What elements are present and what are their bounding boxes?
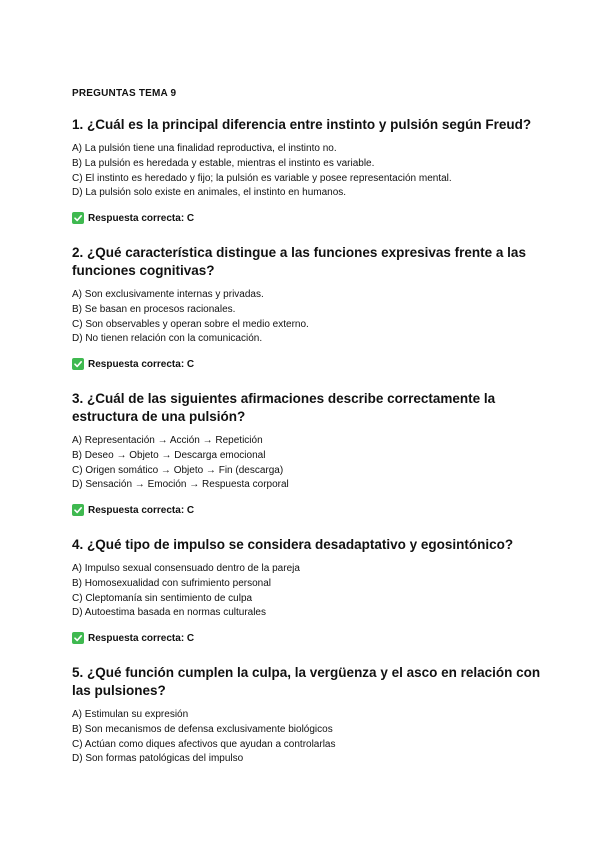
option-a: A) Son exclusivamente internas y privadas. xyxy=(72,289,264,300)
question-text: 2. ¿Qué característica distingue a las funciones expresivas frente a las funciones cognitivas? xyxy=(72,245,526,278)
options-list xyxy=(72,142,542,201)
question-text: 1. ¿Cuál es la principal diferencia entre instinto y pulsión según Freud? xyxy=(72,117,532,132)
check-mark-icon xyxy=(72,358,84,370)
option-b: B) La pulsión es heredada y estable, mientras el instinto es variable. xyxy=(72,157,375,169)
question-block xyxy=(72,664,542,767)
correct-answer xyxy=(72,632,542,644)
answer-label: Respuesta correcta: C xyxy=(88,212,195,224)
answer-label: Respuesta correcta: C xyxy=(88,504,195,516)
answer-label: Respuesta correcta: C xyxy=(88,358,195,370)
question-block xyxy=(72,390,542,516)
correct-answer xyxy=(72,504,542,516)
question-text: 5. ¿Qué función cumplen la culpa, la vergüenza y el asco en relación con las pulsiones? xyxy=(72,665,541,698)
options-list xyxy=(72,288,542,347)
option-c: C) Cleptomanía sin sentimiento de culpa xyxy=(72,592,253,604)
option-d: D) Son formas patológicas del impulso xyxy=(72,753,244,765)
option-a: A) Estimulan su expresión xyxy=(72,709,189,720)
options-list xyxy=(72,708,542,767)
option-d: D) Sensación → Emoción → Respuesta corporal xyxy=(72,479,289,491)
question-block xyxy=(72,536,542,644)
option-d: D) La pulsión solo existe en animales, el instinto en humanos. xyxy=(72,187,347,199)
option-c: C) Actúan como diques afectivos que ayudan a controlarlas xyxy=(72,738,336,750)
question-text: 4. ¿Qué tipo de impulso se considera desadaptativo y egosintónico? xyxy=(72,537,514,552)
option-d: D) No tienen relación con la comunicación. xyxy=(72,333,263,345)
check-mark-icon xyxy=(72,632,84,644)
question-block xyxy=(72,116,542,224)
option-b: B) Se basan en procesos racionales. xyxy=(72,303,236,315)
option-d: D) Autoestima basada en normas culturales xyxy=(72,607,266,619)
check-mark-icon xyxy=(72,504,84,516)
options-list xyxy=(72,434,542,493)
check-mark-icon xyxy=(72,212,84,224)
option-b: B) Homosexualidad con sufrimiento personal xyxy=(72,577,271,589)
option-c: C) Son observables y operan sobre el medio externo. xyxy=(72,318,309,330)
option-c: C) Origen somático → Objeto → Fin (descarga) xyxy=(72,464,284,476)
option-c: C) El instinto es heredado y fijo; la pulsión es variable y posee representación mental. xyxy=(72,172,452,184)
correct-answer xyxy=(72,358,542,370)
question-text: 3. ¿Cuál de las siguientes afirmaciones describe correctamente la estructura de una pulsión? xyxy=(72,391,496,424)
option-b: B) Son mecanismos de defensa exclusivamente biológicos xyxy=(72,723,333,735)
question-block xyxy=(72,244,542,370)
answer-label: Respuesta correcta: C xyxy=(88,632,195,644)
options-list xyxy=(72,562,542,621)
option-a: A) Impulso sexual consensuado dentro de la pareja xyxy=(72,563,300,574)
option-a: A) La pulsión tiene una finalidad reproductiva, el instinto no. xyxy=(72,143,337,154)
option-b: B) Deseo → Objeto → Descarga emocional xyxy=(72,449,266,461)
option-a: A) Representación → Acción → Repetición xyxy=(72,435,263,446)
document-title: PREGUNTAS TEMA 9 xyxy=(72,88,177,99)
correct-answer xyxy=(72,212,542,224)
